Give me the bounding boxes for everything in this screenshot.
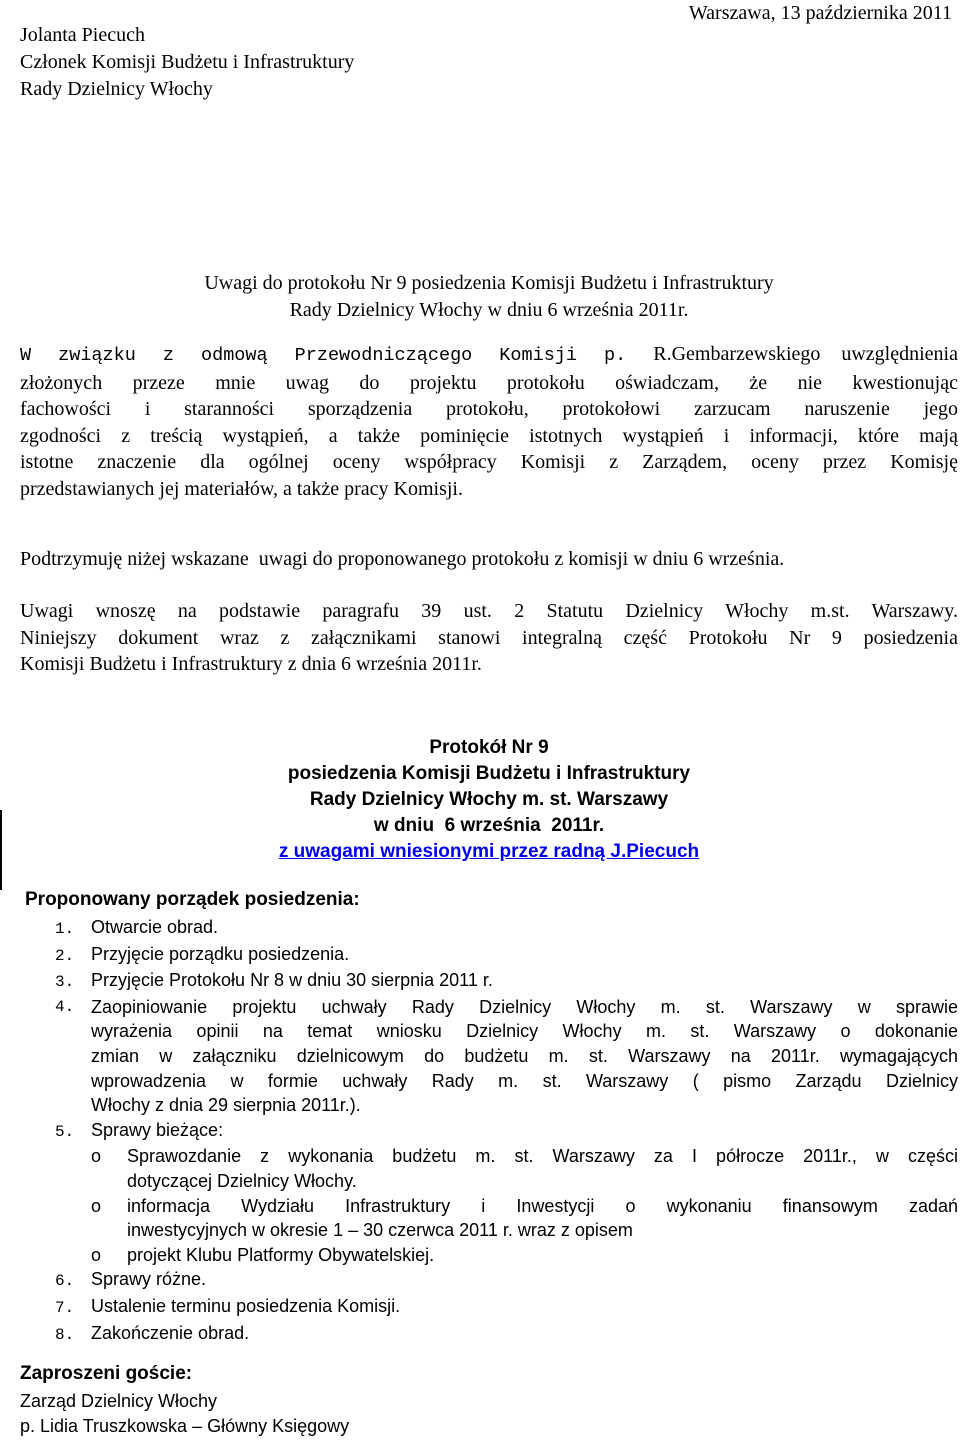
author-council: Rady Dzielnicy Włochy bbox=[20, 78, 213, 100]
bullet-icon: o bbox=[91, 1146, 102, 1167]
protocol-line: Protokół Nr 9 bbox=[429, 737, 549, 758]
protocol-line: w dniu 6 września 2011r. bbox=[373, 815, 605, 836]
agenda-list bbox=[55, 915, 958, 1347]
sub-list-item: o projekt Klubu Platformy Obywatelskiej. bbox=[91, 1243, 958, 1268]
paragraph-objection bbox=[20, 341, 958, 502]
paragraph-basis bbox=[20, 598, 958, 678]
list-item: 7. Ustalenie terminu posiedzenia Komisji. bbox=[55, 1295, 401, 1317]
bullet-icon: o bbox=[91, 1244, 102, 1265]
title-line: Rady Dzielnicy Włochy w dniu 6 września 2011r. bbox=[289, 299, 689, 321]
list-item: 1. Otwarcie obrad. bbox=[55, 917, 219, 938]
list-item: 3. Przyjęcie Protokołu Nr 8 w dniu 30 sierpnia 2011 r. bbox=[55, 970, 493, 992]
guest-line: Zarząd Dzielnicy Włochy bbox=[20, 1391, 218, 1411]
list-item: 4. Zaopiniowanie projektu uchwały Rady Dzielnicy Włochy m. st. Warszawy w sprawie wyrażenia opinii na temat wniosku Dzielnicy Włochy m. st. Warszawy o dokonanie zmian w załączniku dzielnicowym do budżetu m. st. Warszawy na 2011r. wymagających wprowadzenia w formie uchwały Rady m. st. Warszawy ( pismo Zarządu Dzielnicy Włochy z dnia 29 sierpnia 2011r.). bbox=[55, 996, 958, 1116]
paragraph-line: zgodności z treścią wystąpień, a także pominięcie istotnych wystąpień i informacji, które mają bbox=[20, 424, 958, 447]
paragraph-maintain: Podtrzymuję niżej wskazane uwagi do proponowanego protokołu z komisji w dniu 6 września. bbox=[20, 548, 785, 570]
protocol-link[interactable]: z uwagami wniesionymi przez radną J.Piecuch bbox=[278, 841, 700, 862]
paragraph-line: fachowości i staranności sporządzenia protokołu, protokołowi zarzucam naruszenie jego bbox=[20, 398, 958, 420]
agenda-heading: Proponowany porządek posiedzenia: bbox=[25, 889, 360, 910]
author-name: Jolanta Piecuch bbox=[20, 24, 145, 46]
list-item: 2. Przyjęcie porządku posiedzenia. bbox=[55, 943, 350, 965]
protocol-line: posiedzenia Komisji Budżetu i Infrastruktury bbox=[287, 763, 691, 784]
paragraph-line: Komisji Budżetu i Infrastruktury z dnia 6 września 2011r. bbox=[20, 653, 482, 675]
paragraph-line: Niniejszy dokument wraz z załącznikami stanowi integralną część Protokołu Nr 9 posiedzenia bbox=[20, 626, 958, 649]
list-item: 5. Sprawy bieżące: bbox=[55, 1119, 224, 1141]
paragraph-line: istotne znaczenie dla ogólnej oceny współpracy Komisji z Zarządem, oceny przez Komisję bbox=[20, 451, 958, 473]
guest-line: p. Lidia Truszkowska – Główny Księgowy bbox=[20, 1415, 350, 1436]
document-title bbox=[0, 270, 960, 324]
guests-heading: Zaproszeni goście: bbox=[20, 1363, 193, 1384]
paragraph-line: złożonych przeze mnie uwag do projektu protokołu oświadczam, że nie kwestionując bbox=[20, 371, 958, 394]
paragraph-line: W związku z odmową Przewodniczącego Komisji p. R.Gembarzewskiego uwzględnienia bbox=[20, 343, 958, 366]
sub-list-item: o Sprawozdanie z wykonania budżetu m. st. Warszawy za I półrocze 2011r., w części dotyczącej Dzielnicy Włochy. bbox=[91, 1144, 958, 1193]
sub-list bbox=[91, 1144, 958, 1267]
title-line: Uwagi do protokołu Nr 9 posiedzenia Komisji Budżetu i Infrastruktury bbox=[204, 272, 774, 294]
list-item: 6. Sprawy różne. bbox=[55, 1269, 207, 1291]
protocol-heading bbox=[0, 735, 960, 865]
guests-list bbox=[20, 1389, 349, 1438]
author-block bbox=[20, 22, 354, 103]
list-item: 8. Zakończenie obrad. bbox=[55, 1322, 250, 1344]
paragraph-line: przedstawianych jej materiałów, a także pracy Komisji. bbox=[20, 477, 463, 500]
protocol-line: Rady Dzielnicy Włochy m. st. Warszawy bbox=[309, 789, 669, 810]
author-role: Członek Komisji Budżetu i Infrastruktury bbox=[20, 51, 355, 73]
bullet-icon: o bbox=[91, 1195, 102, 1216]
sub-list-item: o informacja Wydziału Infrastruktury i Inwestycji o wykonaniu finansowym zadań inwestycyjnych w okresie 1 – 30 czerwca 2011 r. wraz z opisem bbox=[91, 1194, 958, 1243]
document-date: Warszawa, 13 października 2011 bbox=[688, 2, 952, 24]
paragraph-line: Uwagi wnoszę na podstawie paragrafu 39 ust. 2 Statutu Dzielnicy Włochy m.st. Warszawy. bbox=[20, 600, 958, 622]
